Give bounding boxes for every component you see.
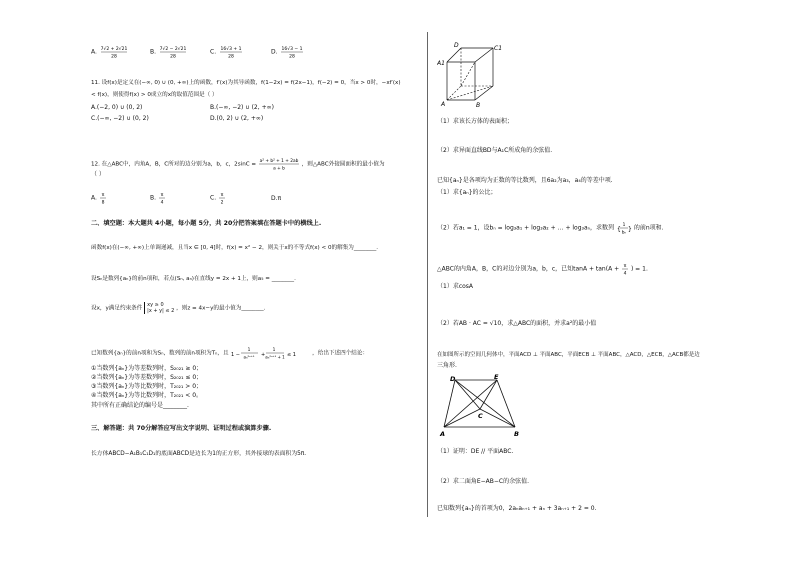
svg-text:D: D	[450, 375, 456, 383]
q12-line1: 12. 在△ABC中，内角A，B，C所对的边分别为a，b，c，2sinC = a² + b² + 1 + 2ab a + b ，则△ABC外接圆面积的最小值为	[91, 159, 385, 171]
svg-text:{: {	[616, 226, 621, 233]
q10-option-a: A. 7√2 + 2√21 28	[91, 47, 128, 59]
fill-q16-line: 已知数列{aₙ}的前n项和为Sₙ，数列的前n项积为Tₙ，且 1 − 1 aₙ²ⁿ⁺¹ + 1 aₙ²ⁿ⁺¹ + 1 ≤ 1 ，给出下述四个结论：	[91, 348, 369, 360]
fill-q16-item-3: ③当数列{aₙ}为等比数列时，T₂₀₂₁ > 0；	[91, 383, 203, 390]
svg-text:7√2 − 2√21: 7√2 − 2√21	[159, 47, 187, 52]
fill-q16-item-4: ④当数列{aₙ}为等比数列时，T₂₀₂₁ < 0。	[91, 392, 203, 399]
fill-q14: 设Sₙ是数列{aₙ}的前n项和，若点(Sₙ, aₙ)在直线y = 2x + 1上，则a₅ = ________.	[91, 276, 296, 282]
q10-option-b: B. 7√2 − 2√21 28	[150, 47, 187, 59]
space-geometry-figure	[437, 372, 527, 442]
problem18-part1: （1）求{aₙ}的公比；	[437, 189, 497, 196]
cuboid-figure	[437, 38, 509, 110]
svg-text:C: C	[478, 412, 483, 420]
q10-fraction-c	[218, 45, 244, 59]
section3-title: 三、解答题：共 70分解答应写出文字说明、证明过程或演算步骤.	[91, 425, 272, 432]
q12-paren: （ ）	[91, 171, 105, 178]
svg-text:a + b: a + b	[273, 166, 285, 171]
q10-fraction-b	[158, 45, 188, 59]
svg-text:B: B	[514, 430, 519, 438]
problem19-part2: （2）若AB · AC = √10，求△ABC的面积，并求a²的最小值	[437, 320, 597, 327]
q12-option-d: D.π	[271, 195, 282, 202]
svg-text:8: 8	[101, 200, 105, 205]
svg-text:+: +	[261, 352, 266, 358]
problem20-part1: （1）证明：DE // 平面ABC.	[437, 448, 514, 455]
problem17-intro: 长方体ABCD−A₁B₁C₁D₁的底面ABCD是边长为1的正方形，其外接球的表面积为5π.	[91, 451, 307, 457]
q11-option-b: B.(−∞, −2) ∪ (2, +∞)	[210, 104, 274, 111]
svg-text:A: A	[441, 101, 446, 108]
q12-option-b: B. π 4	[150, 191, 166, 205]
svg-text:aₙ²ⁿ⁺¹ + 1: aₙ²ⁿ⁺¹ + 1	[265, 354, 286, 360]
problem17-part2: （2）求异面直线BD与A₁C所成角的余弦值.	[437, 147, 553, 154]
svg-text:aₙ²ⁿ⁺¹: aₙ²ⁿ⁺¹	[243, 354, 255, 360]
svg-text:7√2 + 2√21: 7√2 + 2√21	[100, 47, 128, 52]
svg-text:1 −: 1 −	[231, 352, 241, 358]
q10-fraction-d	[279, 45, 305, 59]
svg-text:28: 28	[170, 54, 176, 59]
q12-fraction	[258, 157, 300, 171]
svg-text:4: 4	[160, 200, 164, 205]
problem20-intro-line1: 在如图所示的空间几何体中，平面ACD ⊥ 平面ABC，平面ECB ⊥ 平面ABC，△ACD，△ECB，△ACB都是边	[437, 352, 700, 358]
svg-text:}: }	[627, 226, 632, 233]
fill-q15: 设x，y满足约束条件 xy ≥ 0 |x + y| ≤ 2 ，则z = 4x−y的最小值为________.	[91, 302, 266, 314]
q12-option-a: A. π 8	[91, 191, 107, 205]
svg-text:bₙ: bₙ	[621, 230, 627, 235]
svg-text:π: π	[623, 264, 627, 269]
svg-text:π: π	[101, 193, 105, 198]
p19-fraction	[621, 262, 629, 276]
q11-option-d: D.(0, 2) ∪ (2, +∞)	[210, 115, 264, 122]
problem20-part2: （2）求二面角E−AB−C的余弦值.	[437, 478, 529, 485]
svg-text:16√3 − 1: 16√3 − 1	[281, 47, 303, 52]
q11-line1: 11. 设f(x)是定义在(−∞, 0) ∪ (0, +∞)上的函数，f′(x)为其导函数，f(1−2x) = f(2x−1)，f(−2) = 0，当x > 0时，−xf′(x)	[91, 80, 401, 86]
f15-system: xy ≥ 0 |x + y| ≤ 2	[144, 302, 174, 314]
q12-fraction-c	[218, 191, 226, 205]
q10-option-c: C. 16√3 + 1 28	[210, 45, 244, 59]
problem17-part1: （1）求该长方体的表面积；	[437, 118, 513, 125]
svg-text:π: π	[220, 193, 224, 198]
fill-q16-end: 其中所有正确结论的编号是________.	[91, 402, 189, 409]
svg-text:1: 1	[247, 348, 251, 353]
q12-fraction-b	[158, 191, 166, 205]
section2-title: 二、填空题：本大题共 4小题，每小题 5分，共 20分把答案填在答题卡中的横线上.	[91, 220, 322, 227]
problem18-part2: （2）若a₁ = 1，设bₙ = log₃a₁ + log₃a₂ + … + log₃aₙ，求数列 { 1 bₙ } 的前n项和.	[437, 223, 664, 235]
svg-text:C1: C1	[494, 45, 503, 52]
svg-text:1: 1	[622, 223, 626, 228]
q11-option-a: A.(−2, 0) ∪ (0, 2)	[91, 104, 143, 111]
q10-fraction-a	[99, 45, 129, 59]
problem21-intro: 已知数列{aₙ}的首项为0，2aₙaₙ₊₁ + aₙ + 3aₙ₊₁ + 2 = 0.	[437, 505, 597, 512]
q12-fraction-a	[99, 191, 107, 205]
svg-text:A1: A1	[437, 60, 445, 67]
svg-text:28: 28	[110, 54, 117, 59]
problem19-intro: △ABC的内角A，B，C的对边分别为a，b，c，已知tanA + tan(A + π 4 ) = 1.	[437, 264, 648, 276]
p18-fraction	[616, 221, 632, 235]
fill-q16-item-2: ②当数列{aₙ}为等差数列时，S₂₀₂₁ ≤ 0；	[91, 374, 203, 381]
svg-text:1: 1	[272, 348, 276, 353]
column-divider	[427, 32, 428, 517]
f16-formula	[230, 346, 310, 360]
svg-text:D: D	[454, 42, 459, 49]
svg-text:2: 2	[220, 200, 224, 205]
svg-text:A: A	[440, 430, 446, 438]
svg-text:a² + b² + 1 + 2ab: a² + b² + 1 + 2ab	[259, 159, 299, 164]
svg-text:28: 28	[289, 54, 296, 59]
q11-line2: < f(x)，则使得f(x) > 0成立的x的取值范围是（ ）	[91, 92, 218, 98]
svg-text:≤ 1: ≤ 1	[287, 352, 297, 358]
problem20-intro-line2: 三角形.	[437, 362, 457, 369]
q12-option-c: C. π 2	[210, 191, 226, 205]
svg-text:28: 28	[228, 54, 234, 59]
fill-q16-item-1: ①当数列{aₙ}为等差数列时，S₂₀₂₁ ≥ 0；	[91, 365, 203, 372]
svg-text:16√3 + 1: 16√3 + 1	[220, 47, 242, 52]
problem19-part1: （1）求cosA	[437, 283, 474, 290]
svg-text:4: 4	[623, 271, 627, 276]
svg-text:B: B	[476, 102, 481, 109]
q11-option-c: C.(−∞, −2) ∪ (0, 2)	[91, 115, 149, 122]
svg-text:π: π	[160, 193, 164, 198]
problem18-intro: 已知{aₙ}是各项均为正数的等比数列，且6a₂为a₃，a₄的等差中项.	[437, 177, 613, 184]
svg-text:E: E	[494, 373, 499, 381]
fill-q13: 函数f(x)在(−∞, +∞)上单调递减，且当x ∈ [0, 4]时，f(x) = x² − 2，则关于x的不等式f(x) < 0的解集为________.	[91, 245, 379, 251]
q10-option-d: D. 16√3 − 1 28	[271, 45, 305, 59]
